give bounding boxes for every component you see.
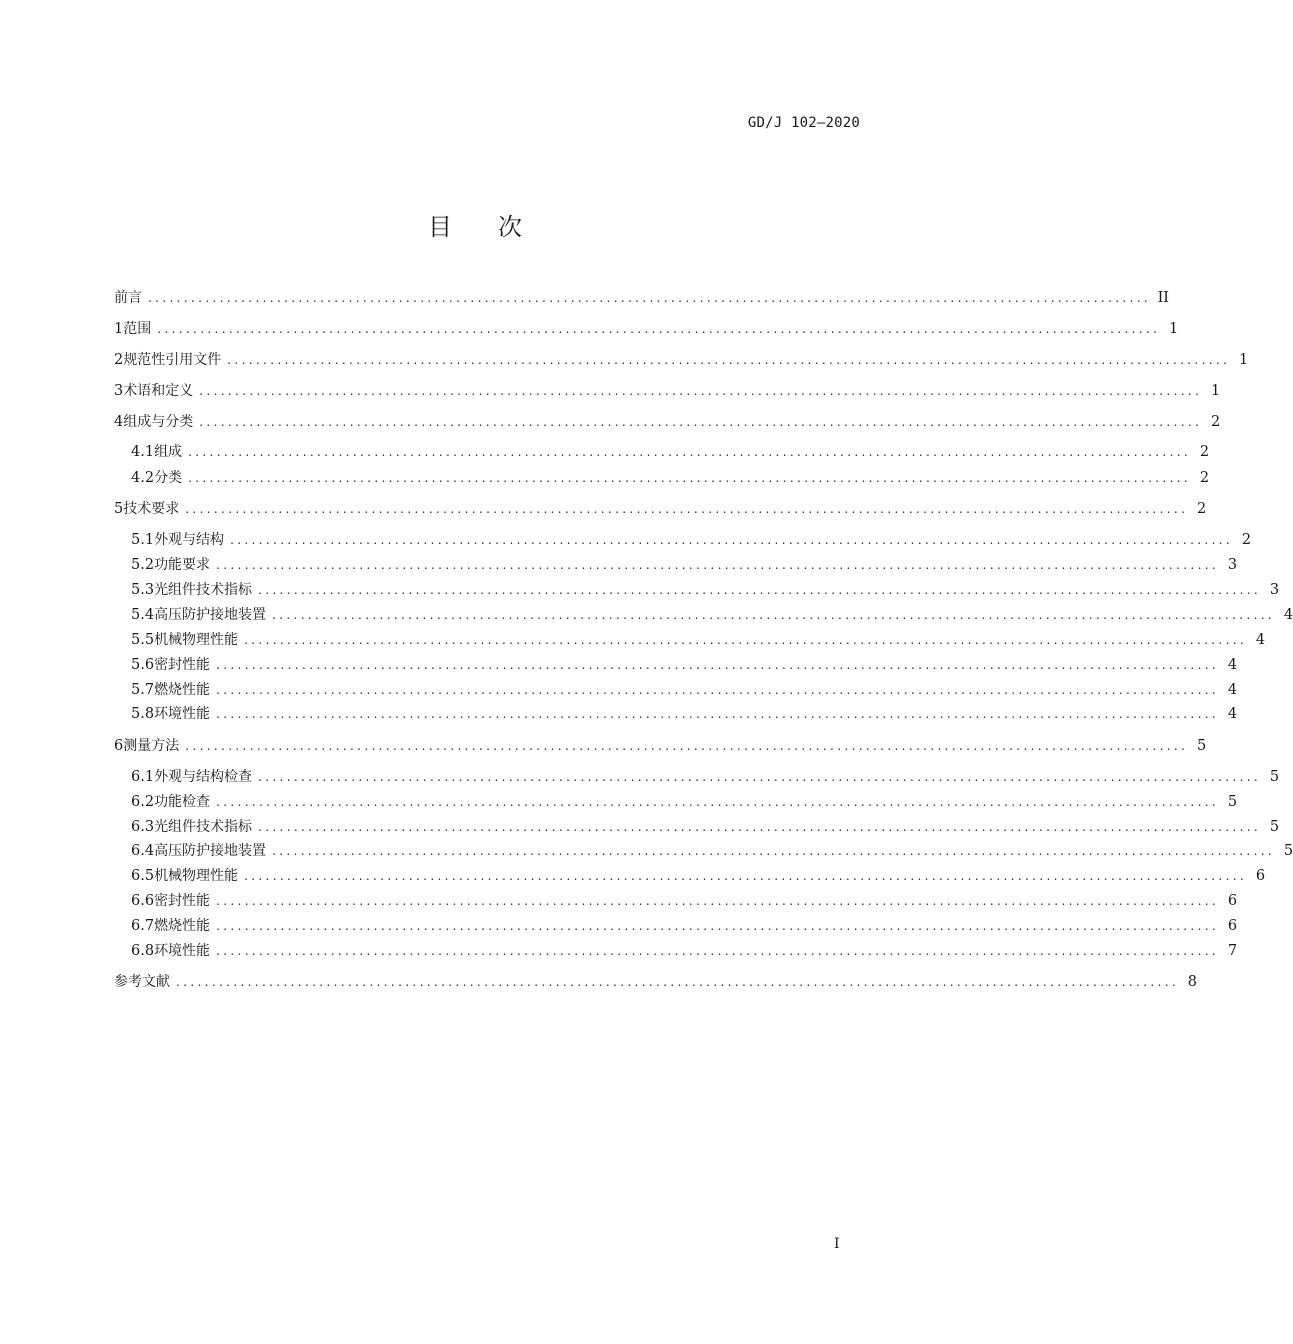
toc-entry[interactable] — [114, 318, 1179, 340]
dot-leader: ............................................................................................................................................ — [216, 944, 1220, 958]
toc-entry-label: 测量方法 — [123, 738, 180, 754]
toc-entry[interactable] — [131, 529, 1252, 551]
toc-entry[interactable] — [131, 865, 1266, 887]
toc-entry-label: 功能检查 — [154, 794, 211, 810]
toc-entry-page: 6 — [1227, 893, 1238, 909]
toc-entry-label: 组成与分类 — [123, 414, 194, 430]
dot-leader: ............................................................................................................................................ — [188, 471, 1192, 485]
toc-entry-number: 5.6 — [131, 657, 155, 673]
toc-entry-number: 5 — [114, 501, 124, 517]
dot-leader: ............................................................................................................................................ — [188, 445, 1192, 459]
dot-leader: ............................................................................................................................................ — [185, 739, 1189, 753]
toc-entry-label: 密封性能 — [154, 657, 211, 673]
toc-entry-label: 环境性能 — [154, 706, 211, 722]
toc-entry[interactable] — [131, 554, 1238, 576]
toc-entry-label: 光组件技术指标 — [154, 582, 253, 598]
toc-entry-label: 光组件技术指标 — [154, 819, 253, 835]
toc-entry-number: 4 — [114, 414, 124, 430]
toc-entry-page: II — [1157, 290, 1170, 306]
toc-entry-page: 2 — [1199, 470, 1210, 486]
toc-entry-label: 功能要求 — [154, 557, 211, 573]
dot-leader: ............................................................................................................................................ — [185, 502, 1189, 516]
toc-entry-page: 2 — [1197, 501, 1207, 517]
toc-entry-page: 5 — [1227, 794, 1238, 810]
dot-leader: ............................................................................................................................................ — [244, 633, 1248, 647]
toc-entry[interactable] — [131, 654, 1238, 676]
toc-entry-number: 5.5 — [131, 632, 155, 648]
toc-entry-number: 5.1 — [131, 532, 155, 548]
toc-entry-page: 1 — [1211, 383, 1221, 399]
dot-leader: ............................................................................................................................................ — [176, 975, 1180, 989]
toc-entry-number: 5.3 — [131, 582, 155, 598]
toc-entry[interactable] — [114, 411, 1221, 433]
toc-entry[interactable] — [131, 579, 1280, 601]
toc-entry-page: 2 — [1199, 444, 1210, 460]
dot-leader: ............................................................................................................................................ — [227, 353, 1231, 367]
toc-entry-label: 高压防护接地装置 — [154, 843, 267, 859]
toc-entry-page: 5 — [1197, 738, 1207, 754]
toc-entry-number: 4.2 — [131, 470, 155, 486]
toc-entry[interactable] — [131, 467, 1210, 489]
toc-entry-label: 规范性引用文件 — [123, 352, 222, 368]
toc-entry-page: 3 — [1269, 582, 1280, 598]
toc-entry-page: 7 — [1227, 943, 1238, 959]
toc-entry-number: 6.8 — [131, 943, 155, 959]
toc-entry-page: 4 — [1255, 632, 1266, 648]
dot-leader: ............................................................................................................................................ — [216, 795, 1220, 809]
toc-entry-label: 术语和定义 — [123, 383, 194, 399]
toc-entry-page: 8 — [1187, 974, 1198, 990]
toc-entry-label: 组成 — [154, 444, 183, 460]
toc-entry-label: 前言 — [114, 290, 142, 306]
toc-entry-label: 环境性能 — [154, 943, 211, 959]
toc-entry-page: 5 — [1269, 819, 1280, 835]
toc-entry[interactable] — [131, 441, 1210, 463]
toc-entry[interactable] — [114, 971, 1198, 993]
dot-leader: ............................................................................................................................................ — [258, 583, 1262, 597]
toc-entry-page: 6 — [1255, 868, 1266, 884]
toc-entry-page: 2 — [1211, 414, 1221, 430]
dot-leader: ............................................................................................................................................ — [272, 844, 1276, 858]
toc-entry[interactable] — [131, 703, 1238, 725]
toc-entry[interactable] — [131, 766, 1280, 788]
toc-entry[interactable] — [131, 604, 1293, 626]
toc-entry[interactable] — [131, 791, 1238, 813]
toc-entry-number: 3 — [114, 383, 124, 399]
toc-entry-page: 1 — [1169, 321, 1179, 337]
dot-leader: ............................................................................................................................................ — [216, 707, 1220, 721]
toc-entry-page: 4 — [1283, 607, 1293, 623]
dot-leader: ............................................................................................................................................ — [199, 415, 1203, 429]
toc-entry[interactable] — [131, 940, 1238, 962]
toc-entry-page: 3 — [1227, 557, 1238, 573]
toc-entry-label: 密封性能 — [154, 893, 211, 909]
toc-entry[interactable] — [131, 840, 1293, 862]
toc-entry-number: 5.8 — [131, 706, 155, 722]
dot-leader: ............................................................................................................................................ — [216, 683, 1220, 697]
toc-entry-number: 5.4 — [131, 607, 155, 623]
toc-entry-label: 高压防护接地装置 — [154, 607, 267, 623]
dot-leader: ............................................................................................................................................ — [272, 608, 1276, 622]
toc-entry-number: 4.1 — [131, 444, 155, 460]
toc-entry[interactable] — [131, 816, 1280, 838]
toc-entry-label: 外观与结构检查 — [154, 769, 253, 785]
toc-entry-number: 6.1 — [131, 769, 155, 785]
toc-entry-number: 1 — [114, 321, 124, 337]
document-code: GD/J 102—2020 — [747, 115, 860, 131]
toc-entry[interactable] — [131, 915, 1238, 937]
toc-entry-page: 2 — [1241, 532, 1252, 548]
toc-entry[interactable] — [131, 679, 1238, 701]
dot-leader: ............................................................................................................................................ — [216, 919, 1220, 933]
toc-entry[interactable] — [131, 629, 1266, 651]
toc-entry-label: 机械物理性能 — [154, 632, 239, 648]
toc-entry-label: 燃烧性能 — [154, 918, 211, 934]
toc-entry-number: 5.7 — [131, 682, 155, 698]
toc-entry-number: 5.2 — [131, 557, 155, 573]
dot-leader: ............................................................................................................................................ — [258, 820, 1262, 834]
toc-entry-page: 5 — [1283, 843, 1293, 859]
page-number: I — [834, 1236, 840, 1252]
toc-entry-label: 技术要求 — [123, 501, 180, 517]
toc-entry-number: 6.4 — [131, 843, 155, 859]
toc-entry-label: 分类 — [154, 470, 183, 486]
toc-entry-page: 4 — [1227, 657, 1238, 673]
toc-entry-number: 6 — [114, 738, 124, 754]
toc-entry[interactable] — [114, 349, 1249, 371]
toc-entry-label: 外观与结构 — [154, 532, 225, 548]
dot-leader: ............................................................................................................................................ — [199, 384, 1203, 398]
page-title: 目次 — [428, 213, 568, 241]
toc-entry-label: 机械物理性能 — [154, 868, 239, 884]
dot-leader: ............................................................................................................................................ — [244, 869, 1248, 883]
toc-entry-number: 6.2 — [131, 794, 155, 810]
toc-entry-page: 4 — [1227, 682, 1238, 698]
dot-leader: ............................................................................................................................................ — [216, 894, 1220, 908]
toc-entry-number: 6.6 — [131, 893, 155, 909]
dot-leader: ............................................................................................................................................ — [216, 558, 1220, 572]
toc-entry-number: 2 — [114, 352, 124, 368]
toc-entry-number: 6.3 — [131, 819, 155, 835]
dot-leader: ............................................................................................................................................ — [258, 770, 1262, 784]
dot-leader: ............................................................................................................................................ — [230, 533, 1234, 547]
toc-entry[interactable] — [114, 735, 1207, 757]
toc-entry-page: 4 — [1227, 706, 1238, 722]
toc-entry-number: 6.7 — [131, 918, 155, 934]
toc-entry-page: 6 — [1227, 918, 1238, 934]
toc-entry[interactable] — [114, 498, 1207, 520]
toc-entry-label: 范围 — [123, 321, 152, 337]
dot-leader: ............................................................................................................................................ — [216, 658, 1220, 672]
toc-entry-page: 5 — [1269, 769, 1280, 785]
toc-entry[interactable] — [131, 890, 1238, 912]
toc-entry-page: 1 — [1239, 352, 1249, 368]
toc-entry-label: 参考文献 — [114, 974, 170, 990]
dot-leader: ............................................................................................................................................ — [157, 322, 1161, 336]
toc-entry-number: 6.5 — [131, 868, 155, 884]
toc-entry[interactable] — [114, 287, 1170, 309]
toc-entry[interactable] — [114, 380, 1221, 402]
toc-entry-label: 燃烧性能 — [154, 682, 211, 698]
dot-leader: ............................................................................................................................................ — [148, 291, 1152, 305]
